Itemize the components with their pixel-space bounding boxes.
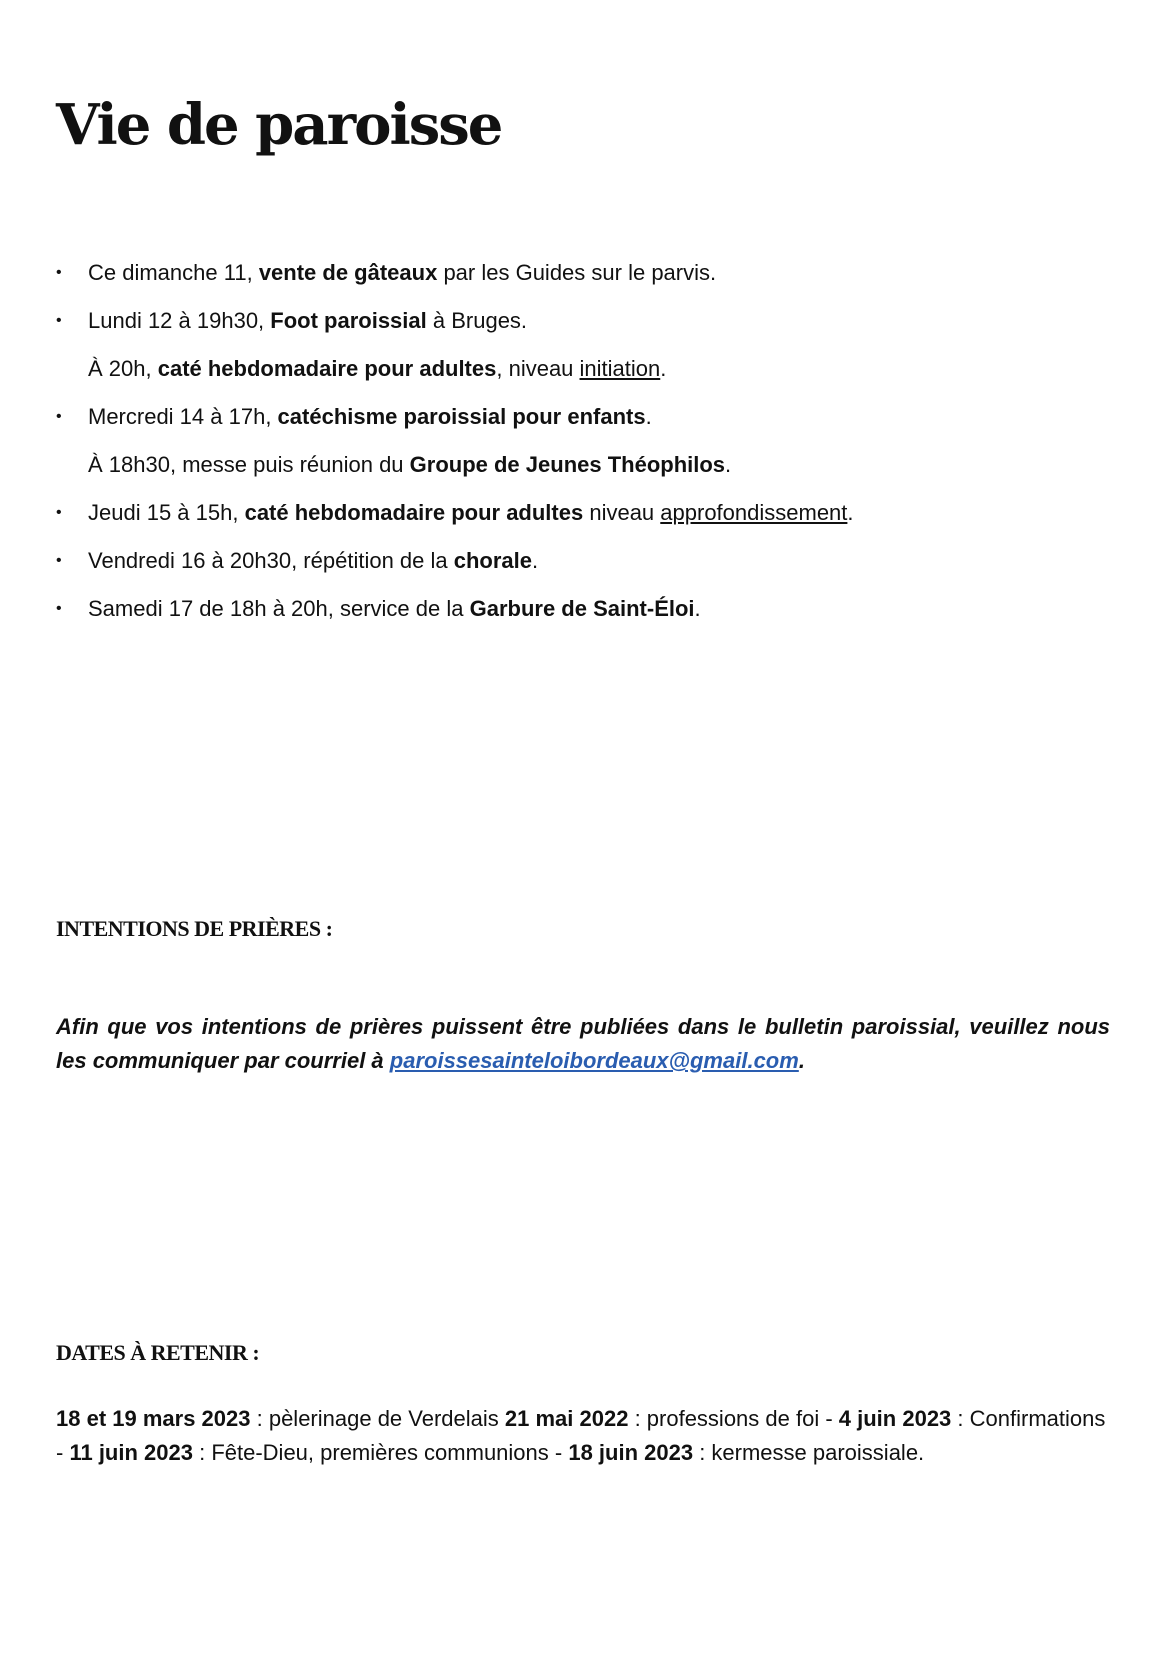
event-text-part: . [725,452,732,477]
event-text-part: Jeudi 15 à 15h, [88,500,245,525]
date-label: 21 mai 2022 [504,1406,629,1431]
level-underlined: approfondissement [660,500,848,525]
event-text [88,306,527,336]
event-text-part: Mercredi 14 à 17h, [88,404,278,429]
bullet-icon: • [56,504,62,521]
event-highlight: chorale [453,548,532,573]
event-highlight: Garbure de Saint-Éloi [469,596,695,621]
event-text-part: Vendredi 16 à 20h30, répétition de la [88,548,454,573]
event-item-friday [56,546,1116,576]
date-label: 18 juin 2023 [568,1440,694,1465]
event-text-part: à Bruges. [426,308,528,333]
date-label: 11 juin 2023 [69,1440,193,1465]
event-text-part: Samedi 17 de 18h à 20h, service de la [88,596,470,621]
event-item-thursday [56,498,1116,528]
date-desc: : pèlerinage de Verdelais [250,1406,505,1431]
level-underlined: initiation [579,356,661,381]
date-label: 18 et 19 mars 2023 [56,1406,251,1431]
bullet-icon: • [56,552,62,569]
date-desc: : kermesse paroissiale. [693,1440,925,1465]
event-text [88,498,854,528]
event-highlight: Foot paroissial [270,308,427,333]
intentions-body: Afin que vos intentions de prières puissent être publiées dans le bulletin paroissial, veuillez nous les communiquer par courriel à [56,1014,1110,1073]
event-highlight: catéchisme paroissial pour enfants [277,404,646,429]
event-text-part: Ce dimanche 11, [88,260,259,285]
email-link[interactable]: paroissesainteloibordeaux@gmail.com [389,1048,799,1073]
intentions-heading: INTENTIONS DE PRIÈRES : [56,916,333,941]
event-text-part: par les Guides sur le parvis. [437,260,717,285]
date-desc: : Confirmations - [56,1406,1106,1465]
event-text [88,546,538,576]
date-label: 4 juin 2023 [838,1406,952,1431]
event-item-monday-evening [56,354,1116,384]
event-highlight: caté hebdomadaire pour adultes [157,356,497,381]
event-item-saturday [56,594,1116,624]
event-highlight: Groupe de Jeunes Théophilos [409,452,726,477]
event-text-part: Lundi 12 à 19h30, [88,308,271,333]
event-text [88,594,701,624]
page-title: Vie de paroisse [56,92,502,158]
intentions-end: . [798,1048,805,1073]
bullet-icon: • [56,600,62,617]
dates-text [56,1402,1110,1470]
date-desc: : professions de foi - [628,1406,839,1431]
event-text-part: . [645,404,652,429]
bullet-icon: • [56,264,62,281]
date-desc: : Fête-Dieu, premières communions - [192,1440,569,1465]
event-text [88,402,652,432]
event-text-part: . [532,548,539,573]
event-item-wednesday-evening [56,450,1116,480]
event-highlight: caté hebdomadaire pour adultes [244,500,584,525]
event-text [88,450,731,480]
event-text [88,354,666,384]
dates-heading: DATES À RETENIR : [56,1340,260,1365]
event-highlight: vente de gâteaux [258,260,438,285]
bullet-icon: • [56,312,62,329]
event-text-part: . [694,596,701,621]
bullet-icon: • [56,408,62,425]
event-item-sunday [56,258,1116,288]
event-text-part: À 20h, [88,356,158,381]
event-text-part: . [660,356,667,381]
event-item-wednesday [56,402,1116,432]
event-text-part: À 18h30, messe puis réunion du [88,452,410,477]
event-item-monday [56,306,1116,336]
event-text-part: , niveau [496,356,580,381]
event-text-part: niveau [583,500,661,525]
event-text [88,258,716,288]
event-text-part: . [847,500,854,525]
intentions-text [56,1010,1110,1078]
